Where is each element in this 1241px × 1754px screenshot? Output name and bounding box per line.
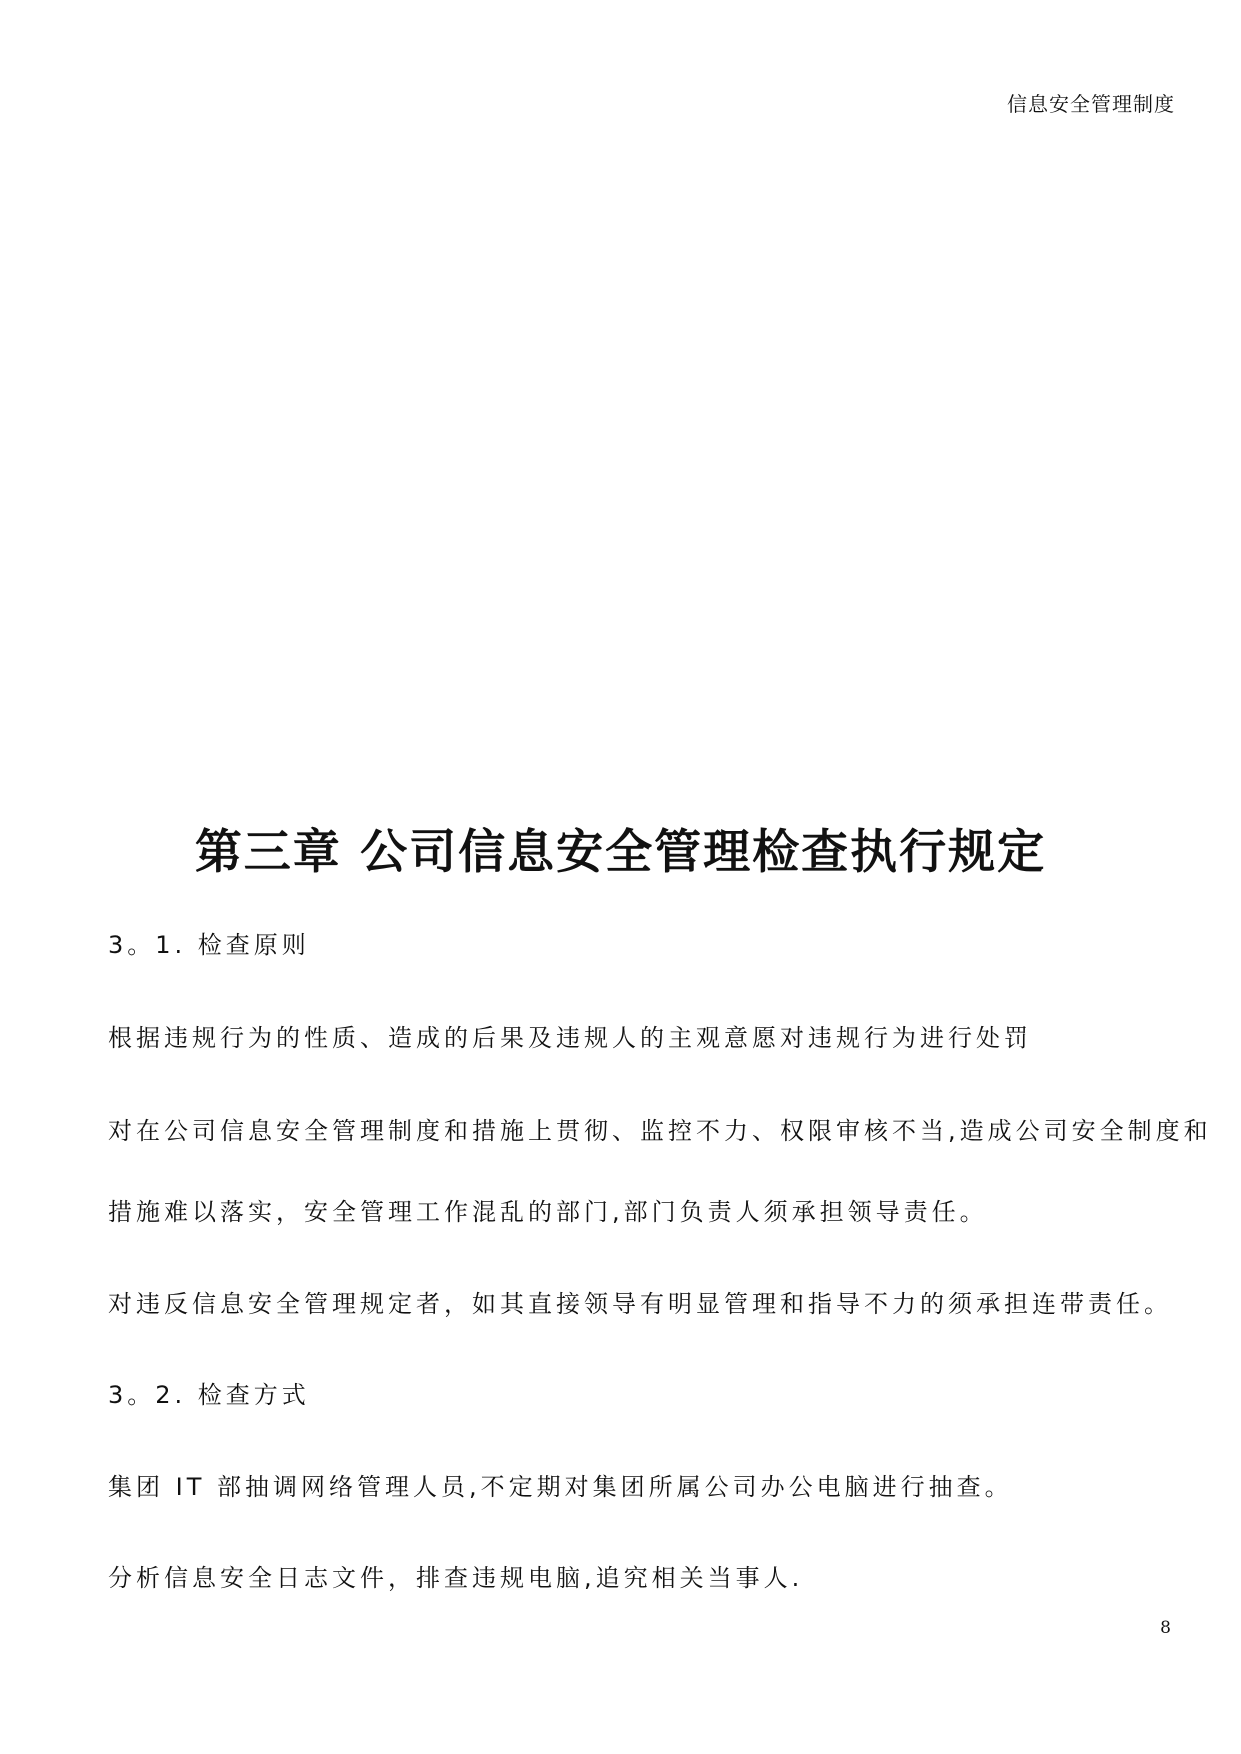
section-heading-3-2: 3。2. 检查方式: [108, 1381, 310, 1409]
chapter-title: 第三章 公司信息安全管理检查执行规定: [194, 825, 1047, 880]
paragraph-spot-check: 集团 IT 部抽调网络管理人员,不定期对集团所属公司办公电脑进行抽查。: [108, 1473, 1013, 1501]
paragraph-inspection-principle: 根据违规行为的性质、造成的后果及违规人的主观意愿对违规行为进行处罚: [108, 1024, 1032, 1052]
running-header: 信息安全管理制度: [1007, 92, 1175, 116]
section-heading-3-1: 3。1. 检查原则: [108, 931, 310, 959]
paragraph-log-analysis: 分析信息安全日志文件，排查违规电脑,追究相关当事人.: [108, 1564, 804, 1592]
page-number: 8: [1160, 1618, 1171, 1638]
paragraph-leadership-responsibility-line-1: 对在公司信息安全管理制度和措施上贯彻、监控不力、权限审核不当,造成公司安全制度和: [108, 1117, 1212, 1145]
paragraph-leadership-responsibility-line-2: 措施难以落实，安全管理工作混乱的部门,部门负责人须承担领导责任。: [108, 1198, 988, 1226]
paragraph-joint-responsibility: 对违反信息安全管理规定者，如其直接领导有明显管理和指导不力的须承担连带责任。: [108, 1290, 1172, 1318]
